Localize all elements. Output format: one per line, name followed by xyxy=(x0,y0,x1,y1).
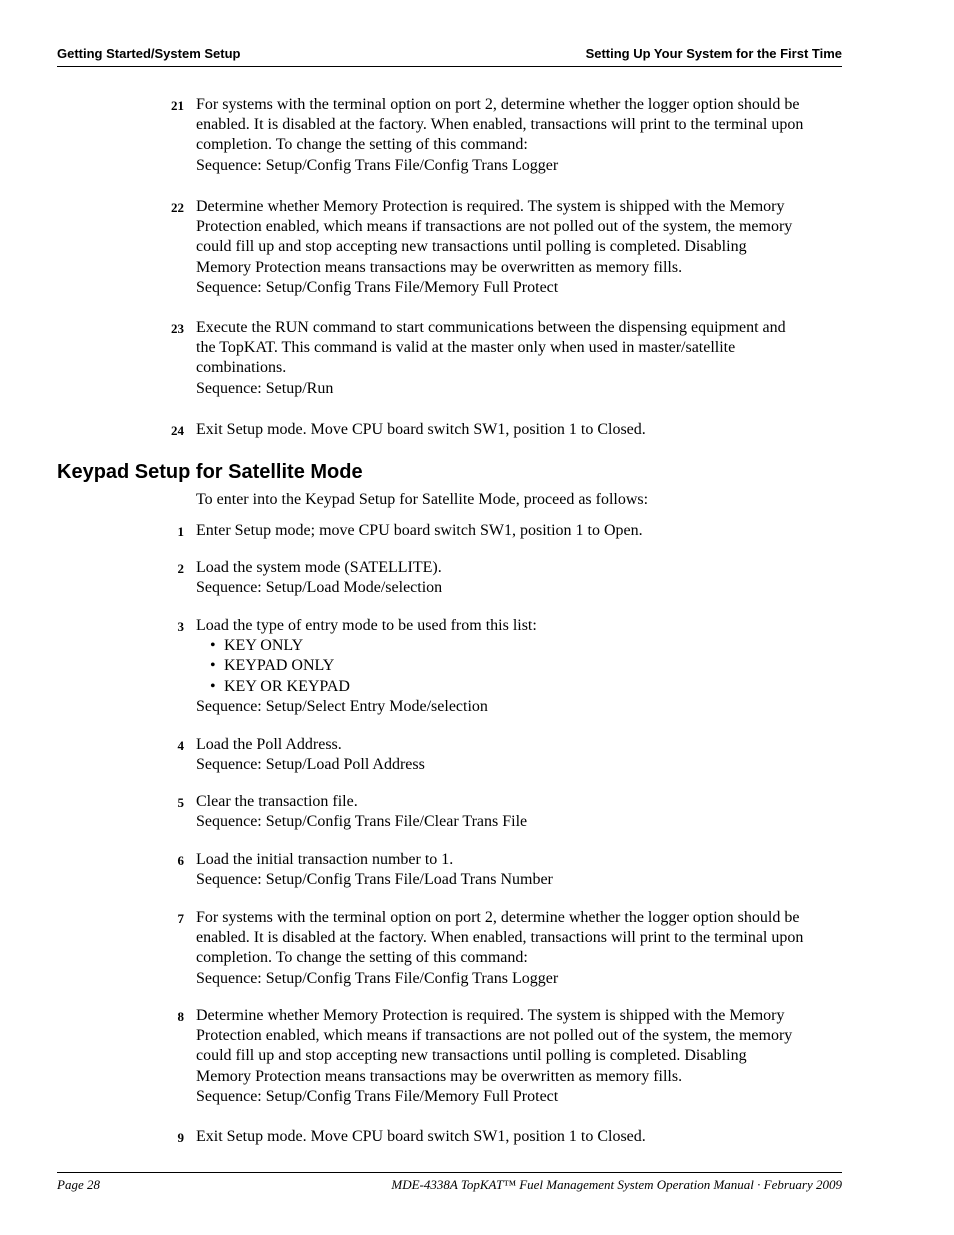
step-line: could fill up and stop accepting new transactions until polling is completed. Disabling xyxy=(196,238,747,256)
step-sequence: Sequence: Setup/Config Trans File/Memory Full Protect xyxy=(196,1087,559,1105)
step-text xyxy=(196,1127,842,1147)
step-text xyxy=(196,521,842,541)
step-number: 1 xyxy=(177,524,184,539)
step-line: Enter Setup mode; move CPU board switch SW1, position 1 to Open. xyxy=(196,522,643,539)
step-line: Load the initial transaction number to 1. xyxy=(196,851,454,868)
step-line: the TopKAT. This command is valid at the master only when used in master/satellite xyxy=(196,339,736,357)
header-section-title: Getting Started/System Setup xyxy=(57,46,241,61)
step-number: 2 xyxy=(177,561,184,576)
step-text xyxy=(196,1006,842,1107)
step-line: completion. To change the setting of this command: xyxy=(196,136,528,154)
step-text xyxy=(196,318,842,399)
step-sequence: Sequence: Setup/Config Trans File/Clear Trans File xyxy=(196,813,528,831)
step-text xyxy=(196,735,842,775)
step-sequence: Sequence: Setup/Select Entry Mode/selection xyxy=(196,697,488,715)
step-line: Determine whether Memory Protection is required. The system is shipped with the Memory xyxy=(196,1007,785,1024)
step-line: combinations. xyxy=(196,359,287,377)
bullet-icon: • xyxy=(210,637,216,655)
step-line: enabled. It is disabled at the factory. When enabled, transactions will print to the terminal upon xyxy=(196,116,804,134)
step-line: For systems with the terminal option on port 2, determine whether the logger option should be xyxy=(196,96,800,113)
step-sequence: Sequence: Setup/Config Trans File/Config Trans Logger xyxy=(196,156,559,174)
step-line: Load the system mode (SATELLITE). xyxy=(196,559,442,576)
step-line: Protection enabled, which means if transactions are not polled out of the system, the memory xyxy=(196,218,793,236)
step-line: Memory Protection means transactions may be overwritten as memory fills. xyxy=(196,1067,683,1085)
step-number: 5 xyxy=(177,795,184,810)
step-number: 24 xyxy=(171,423,184,438)
step-number: 21 xyxy=(171,98,184,113)
step-sequence: Sequence: Setup/Load Mode/selection xyxy=(196,579,443,597)
step-line: Load the Poll Address. xyxy=(196,736,342,753)
section-intro: To enter into the Keypad Setup for Satellite Mode, proceed as follows: xyxy=(196,491,649,508)
step-line: Clear the transaction file. xyxy=(196,793,358,810)
step-text xyxy=(196,850,842,890)
step-number: 7 xyxy=(177,911,184,926)
step-number: 4 xyxy=(177,738,184,753)
page-number: Page 28 xyxy=(57,1177,100,1192)
step-number: 9 xyxy=(177,1130,184,1145)
step-line: could fill up and stop accepting new transactions until polling is completed. Disabling xyxy=(196,1047,747,1065)
step-number: 22 xyxy=(171,200,184,215)
list-item-text: KEYPAD ONLY xyxy=(224,657,335,675)
list-item-text: KEY ONLY xyxy=(224,637,304,655)
document-title: MDE-4338A TopKAT™ Fuel Management System Operation Manual · February 2009 xyxy=(391,1177,842,1192)
step-text xyxy=(196,908,842,989)
entry-mode-list xyxy=(196,636,842,697)
step-line: enabled. It is disabled at the factory. When enabled, transactions will print to the terminal upon xyxy=(196,929,804,947)
bullet-icon: • xyxy=(210,677,216,695)
step-text xyxy=(196,792,842,832)
section-heading: Keypad Setup for Satellite Mode xyxy=(57,461,363,483)
list-item xyxy=(196,636,842,656)
step-number: 6 xyxy=(177,853,184,868)
step-number: 8 xyxy=(177,1009,184,1024)
step-line: Execute the RUN command to start communications between the dispensing equipment and xyxy=(196,319,786,336)
step-line: Protection enabled, which means if transactions are not polled out of the system, the memory xyxy=(196,1027,793,1045)
list-item xyxy=(196,677,842,697)
step-line: Memory Protection means transactions may be overwritten as memory fills. xyxy=(196,258,683,276)
step-number: 23 xyxy=(171,321,184,336)
step-text xyxy=(196,420,842,440)
step-number: 3 xyxy=(177,619,184,634)
step-text xyxy=(196,616,842,717)
step-text xyxy=(196,95,842,176)
step-line: completion. To change the setting of this command: xyxy=(196,949,528,967)
list-item-text: KEY OR KEYPAD xyxy=(224,677,350,695)
step-line: Exit Setup mode. Move CPU board switch SW1, position 1 to Closed. xyxy=(196,421,646,438)
bullet-icon: • xyxy=(210,657,216,675)
step-line: Determine whether Memory Protection is required. The system is shipped with the Memory xyxy=(196,198,785,215)
step-sequence: Sequence: Setup/Config Trans File/Load Trans Number xyxy=(196,871,553,889)
step-text xyxy=(196,197,842,298)
step-line: For systems with the terminal option on port 2, determine whether the logger option should be xyxy=(196,909,800,926)
step-line: Load the type of entry mode to be used from this list: xyxy=(196,617,537,634)
page-header xyxy=(57,44,842,67)
step-sequence: Sequence: Setup/Config Trans File/Memory Full Protect xyxy=(196,278,559,296)
header-topic-title: Setting Up Your System for the First Time xyxy=(585,46,842,61)
list-item xyxy=(196,656,842,676)
step-text xyxy=(196,558,842,598)
step-line: Exit Setup mode. Move CPU board switch SW1, position 1 to Closed. xyxy=(196,1128,646,1145)
step-sequence: Sequence: Setup/Config Trans File/Config Trans Logger xyxy=(196,969,559,987)
step-sequence: Sequence: Setup/Load Poll Address xyxy=(196,756,425,774)
footer-divider xyxy=(57,1172,842,1173)
step-sequence: Sequence: Setup/Run xyxy=(196,379,334,397)
